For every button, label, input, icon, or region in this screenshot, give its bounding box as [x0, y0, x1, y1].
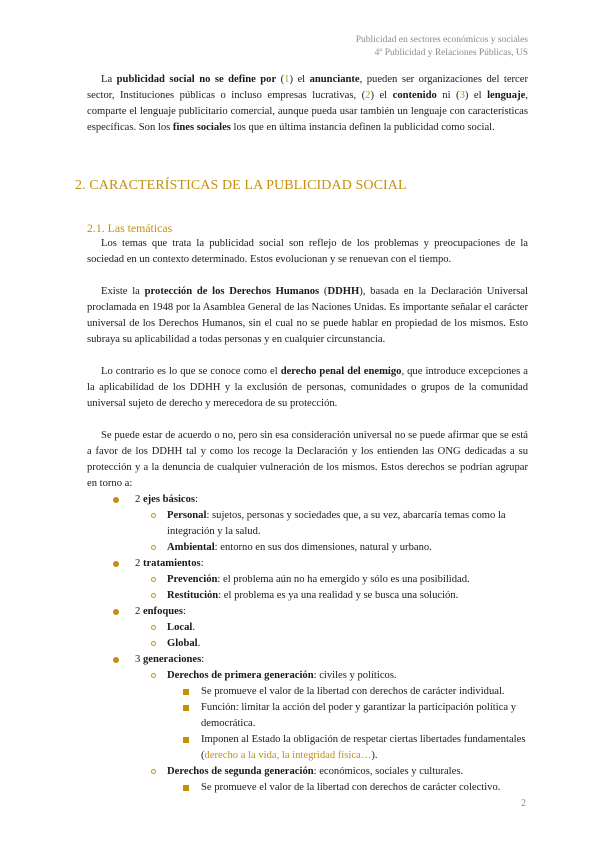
header-degree: 4º Publicidad y Relaciones Públicas, US: [374, 48, 528, 58]
intro-paragraph: La publicidad social no se define por (1) el anunciante, pueden ser organizaciones del tercer sector, Instituciones públicas o incluso empresas lucrativas, (2) el contenido ni (3) el lenguaje, comparte el lenguaje publicitario comercial, aunque pueda usar también un lenguaje con características específicas. Son los fines sociales los que en última instancia definen la publicidad como social.: [87, 74, 528, 133]
list-item-segunda-generacion: Derechos de segunda generación: económicos, sociales y culturales. Se promueve el valor de la libertad con derechos de carácter colectivo.: [151, 764, 528, 796]
list-item-ambiental: Ambiental: entorno en sus dos dimensiones, natural y urbano.: [151, 540, 528, 556]
list-item-libertad-colectiva: Se promueve el valor de la libertad con derechos de carácter colectivo.: [183, 780, 528, 796]
circle-bullet-icon: [151, 513, 156, 518]
bullet-icon: [113, 561, 119, 567]
list-item-personal: Personal: sujetos, personas y sociedades que, a su vez, abarcaría temas como la integración y la salud.: [151, 508, 528, 540]
list-item-restitucion: Restitución: el problema es ya una realidad y se busca una solución.: [151, 588, 528, 604]
themes-paragraph: Los temas que trata la publicidad social son reflejo de los problemas y preocupaciones de la sociedad en un contexto determinado. Estos evolucionan y se renuevan con el tiempo.: [87, 238, 528, 265]
list-item-libertad-individual: Se promueve el valor de la libertad con derechos de carácter individual.: [183, 684, 528, 700]
enemy-law-paragraph: Lo contrario es lo que se conoce como el derecho penal del enemigo, que introduce excepciones a la aplicabilidad de los DDHH y la exclusión de personas, comunidades o grupos de la comunidad universal sujeto de derecho y merecedora de su protección.: [87, 366, 528, 409]
circle-bullet-icon: [151, 593, 156, 598]
square-bullet-icon: [183, 689, 189, 695]
list-item-local: Local.: [151, 620, 528, 636]
circle-bullet-icon: [151, 625, 156, 630]
list-item-ejes: 2 ejes básicos: Personal: sujetos, personas y sociedades que, a su vez, abarcaría temas como la integración y la salud. Ambiental: entorno en sus dos dimensiones, natural y urbano.: [113, 492, 528, 556]
subsection-title: 2.1. Las temáticas: [87, 221, 173, 235]
bullet-icon: [113, 497, 119, 503]
section-title: 2. CARACTERÍSTICAS DE LA PUBLICIDAD SOCIAL: [75, 178, 407, 193]
square-bullet-icon: [183, 785, 189, 791]
circle-bullet-icon: [151, 673, 156, 678]
list-item-funcion: Función: limitar la acción del poder y garantizar la participación política y democrática.: [183, 700, 528, 732]
square-bullet-icon: [183, 737, 189, 743]
list-item-primera-generacion: Derechos de primera generación: civiles y políticos. Se promueve el valor de la libertad con derechos de carácter individual. Función: limitar la acción del poder y garantizar la participación política y democrática. Imponen al Estado la obligación de respetar ciertas libertades fundamentales (derecho a la vida, la integridad física…).: [151, 668, 528, 764]
bullet-icon: [113, 657, 119, 663]
document-body: [75, 72, 528, 796]
list-item-prevencion: Prevención: el problema aún no ha emergido y sólo es una posibilidad.: [151, 572, 528, 588]
list-item-obligacion: Imponen al Estado la obligación de respetar ciertas libertades fundamentales (derecho a la vida, la integridad física…).: [183, 732, 528, 764]
list-item-global: Global.: [151, 636, 528, 652]
list-item-tratamientos: 2 tratamientos: Prevención: el problema aún no ha emergido y sólo es una posibilidad. Restitución: el problema es ya una realidad y se busca una solución.: [113, 556, 528, 604]
page-number: 2: [521, 798, 526, 809]
page-header: [356, 34, 528, 60]
list-item-generaciones: 3 generaciones: Derechos de primera generación: civiles y políticos. Se promueve el valor de la libertad con derechos de carácter individual. Función: limitar la acción del poder y garantizar la participación política y democrática. Imponen al Estado la obligación de respetar ciertas libertades fundamentales (derecho a la vida, la integridad física…). Derechos de segunda generación: económicos, sociales y culturales. Se promueve el valor de la libertad con derechos de carácter colectivo.: [113, 652, 528, 796]
circle-bullet-icon: [151, 769, 156, 774]
circle-bullet-icon: [151, 641, 156, 646]
rights-list: [87, 492, 528, 796]
bullet-icon: [113, 609, 119, 615]
circle-bullet-icon: [151, 577, 156, 582]
square-bullet-icon: [183, 705, 189, 711]
circle-bullet-icon: [151, 545, 156, 550]
list-item-enfoques: 2 enfoques: Local. Global.: [113, 604, 528, 652]
grouping-paragraph: Se puede estar de acuerdo o no, pero sin esa consideración universal no se puede afirmar que se está a favor de los DDHH tal y como los recoge la Declaración y los entienden las ONG dedicadas a su protección y a la denuncia de cualquier vulneración de los mismos. Estos derechos se podrían agrupar en torno a:: [87, 430, 528, 489]
human-rights-paragraph: Existe la protección de los Derechos Humanos (DDHH), basada en la Declaración Universal proclamada en 1948 por la Asamblea General de las Naciones Unidas. Es importante señalar el carácter universal de los Derechos Humanos, sin el cual no se puede hablar en propiedad de los mismos. Esto subraya su aplicabilidad a todas personas y en cualquier circunstancia.: [87, 286, 528, 345]
header-course: Publicidad en sectores económicos y sociales: [355, 35, 528, 45]
